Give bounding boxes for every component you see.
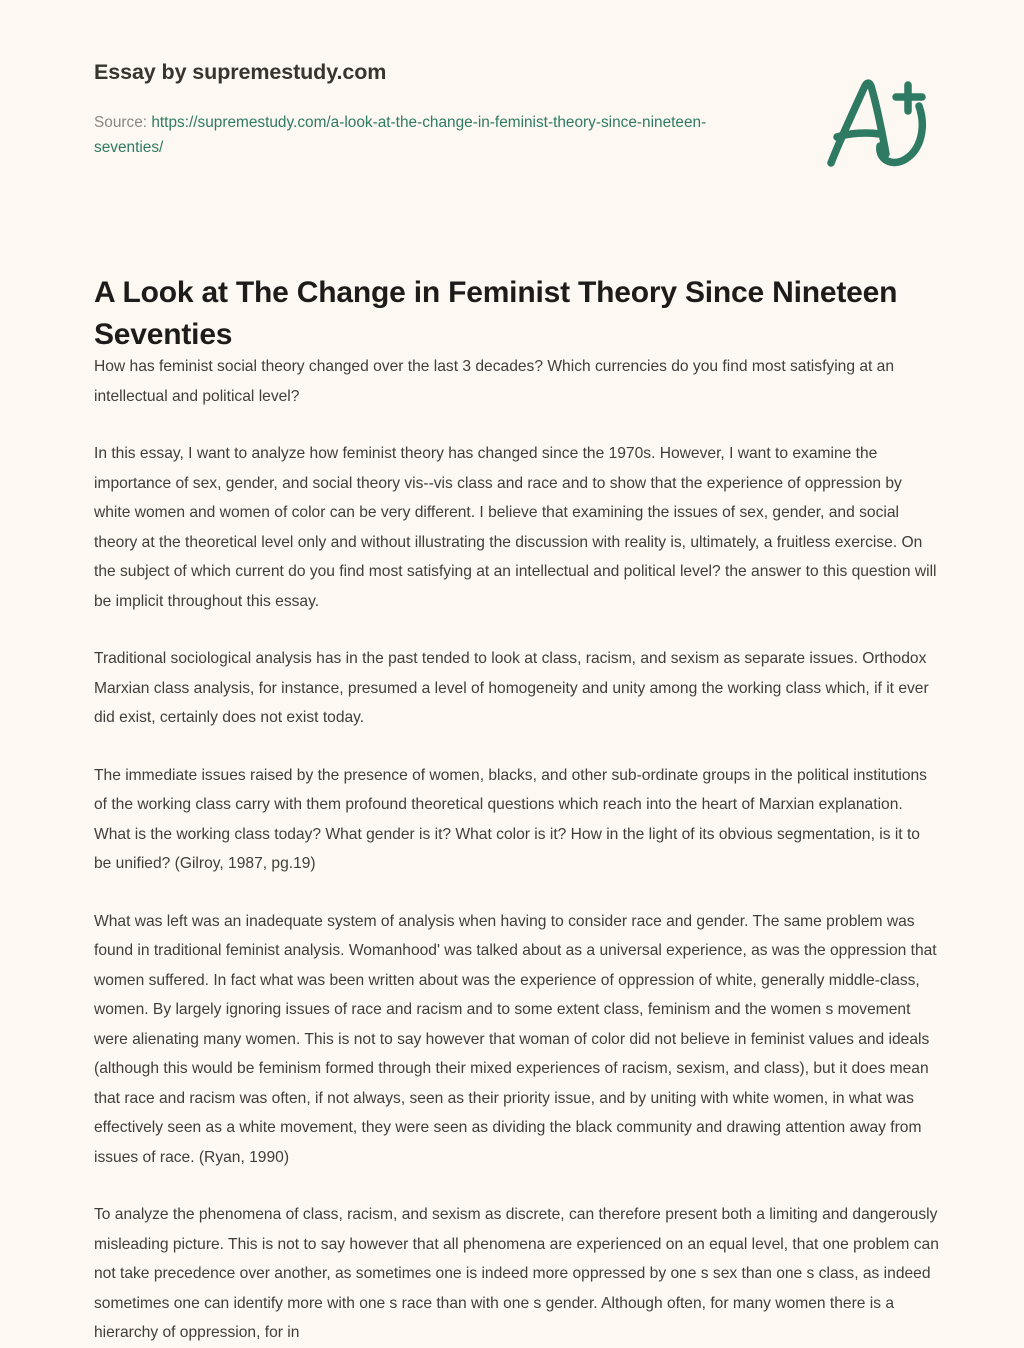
a-plus-logo <box>812 70 932 175</box>
article-paragraph: To analyze the phenomena of class, racism, and sexism as discrete, can therefore present both a limiting and dangerously misleading picture. This is not to say however that all phenomena are experienced on an equal level, that one problem can not take precedence over another, as sometimes one is indeed more oppressed by one s sex than one s class, as indeed sometimes one can identify more with one s race than with one s gender. Although often, for many women there is a hierarchy of oppression, for in <box>94 1206 939 1341</box>
source-url-link[interactable]: https://supremestudy.com/a-look-at-the-change-in-feminist-theory-since-nineteen-seventies/ <box>94 114 707 156</box>
page-title: A Look at The Change in Feminist Theory Since Nineteen Seventies <box>94 276 898 352</box>
essay-attribution: Essay by supremestudy.com <box>94 60 387 84</box>
article-paragraph: How has feminist social theory changed over the last 3 decades? Which currencies do you find most satisfying at an intellectual and political level? <box>94 358 895 405</box>
article-paragraph: Traditional sociological analysis has in the past tended to look at class, racism, and sexism as separate issues. Orthodox Marxian class analysis, for instance, presumed a level of homogeneity and unity among the working class which, if it ever did exist, certainly does not exist today. <box>94 650 929 726</box>
source-line <box>94 110 719 160</box>
article-body <box>94 352 940 1348</box>
document-header <box>0 0 1024 215</box>
source-label: Source: <box>94 114 152 131</box>
article-paragraph: The immediate issues raised by the presence of women, blacks, and other sub-ordinate groups in the political institutions of the working class carry with them profound theoretical questions which reach into the heart of Marxian explanation. What is the working class today? What gender is it? What color is it? How in the light of its obvious segmentation, is it to be unified? (Gilroy, 1987, pg.19) <box>94 766 927 872</box>
article-paragraph: In this essay, I want to analyze how feminist theory has changed since the 1970s. However, I want to examine the importance of sex, gender, and social theory vis--vis class and race and to show that the experience of oppression by white women and women of color can be very different. I believe that examining the issues of sex, gender, and social theory at the theoretical level only and without illustrating the discussion with reality is, ultimately, a fruitless exercise. On the subject of which current do you find most satisfying at an intellectual and political level? the answer to this question will be implicit throughout this essay. <box>94 445 937 610</box>
article-paragraph: What was left was an inadequate system of analysis when having to consider race and gender. The same problem was found in traditional feminist analysis. Womanhood' was talked about as a universal experience, as was the oppression that women suffered. In fact what was been written about was the experience of oppression of white, generally middle-class, women. By largely ignoring issues of race and racism and to some extent class, feminism and the women s movement were alienating many women. This is not to say however that woman of color did not believe in feminist values and ideals (although this would be feminism formed through their mixed experiences of racism, sexism, and class), but it does mean that race and racism was often, if not always, seen as their priority issue, and by uniting with white women, in what was effectively seen as a white movement, they were seen as dividing the black community and drawing attention away from issues of race. (Ryan, 1990) <box>94 912 937 1166</box>
